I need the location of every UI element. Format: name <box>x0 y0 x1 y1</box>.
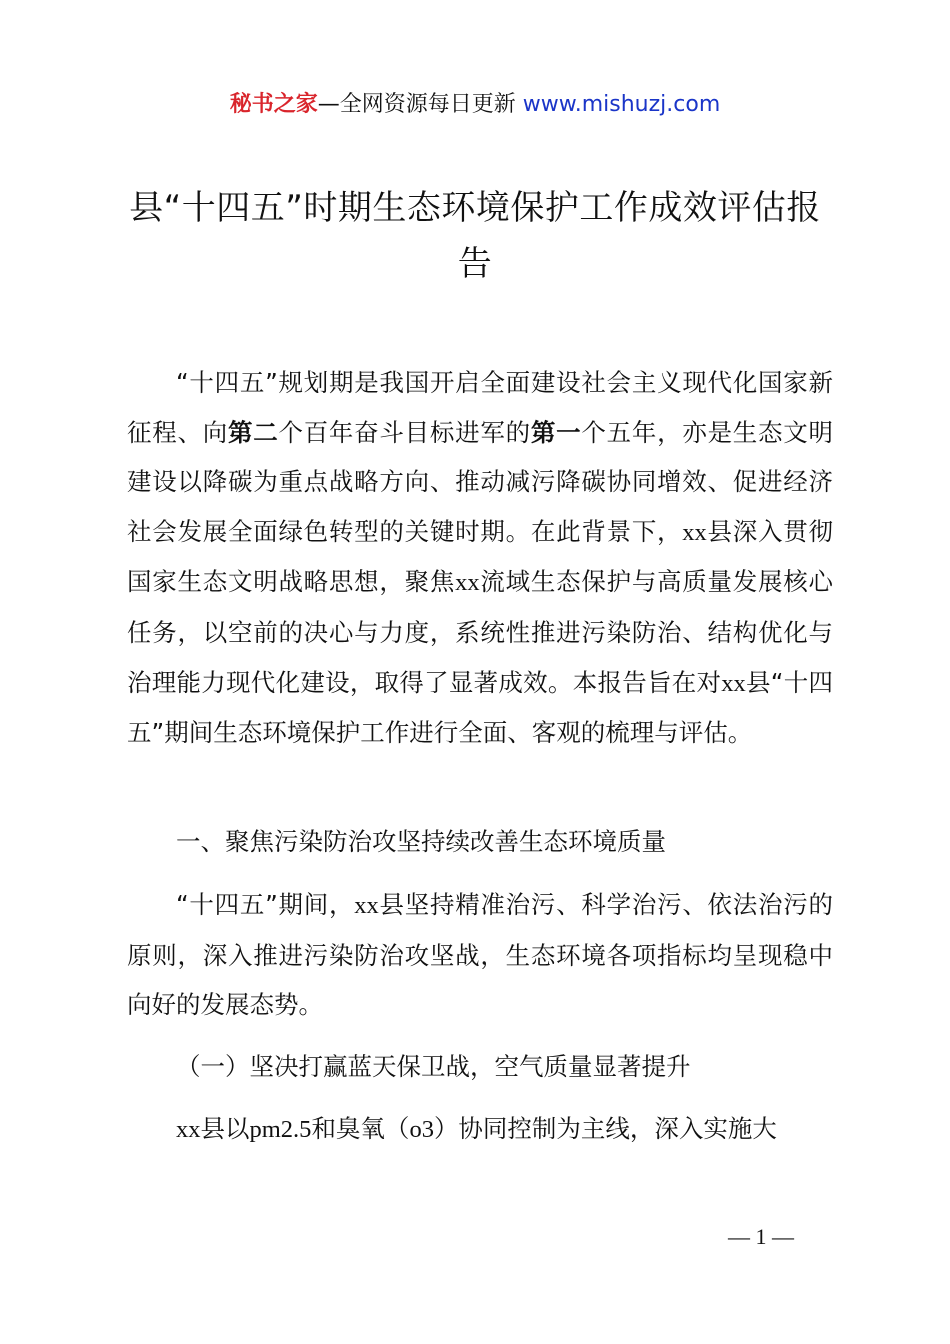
subsection-heading-1: （一）坚决打赢蓝天保卫战，空气质量显著提升 <box>176 1052 691 1081</box>
brand-tagline: —全网资源每日更新 <box>317 92 523 117</box>
emphasis-first: 第一 <box>530 417 582 447</box>
emphasis-second: 第二 <box>227 417 279 447</box>
section-heading-1: 一、聚焦污染防治攻坚持续改善生态环境质量 <box>176 827 666 856</box>
site-watermark-header <box>0 88 950 122</box>
site-url: www.mishuzj.com <box>522 92 721 117</box>
document-title: 县“十四五”时期生态环境保护工作成效评估报告 <box>129 188 821 284</box>
brand-name: 秘书之家 <box>229 92 318 117</box>
page-number: — 1 — <box>728 1224 794 1249</box>
section-1-paragraph: “十四五”期间，xx县坚持精准治污、科学治污、依法治污的原则，深入推进污染防治攻坚战，生态环境各项指标均呈现稳中向好的发展态势。 <box>127 890 833 1020</box>
intro-paragraph: “十四五”规划期是我国开启全面建设社会主义现代化国家新征程、向第二个百年奋斗目标进军的第一个五年，亦是生态文明建设以降碳为重点战略方向、推动减污降碳协同增效、促进经济社会发展全面绿色转型的关键时期。在此背景下，xx县深入贯彻国家生态文明战略思想，聚焦xx流域生态保护与高质量发展核心任务，以空前的决心与力度，系统性推进污染防治、结构优化与治理能力现代化建设，取得了显著成效。本报告旨在对xx县“十四五”期间生态环境保护工作进行全面、客观的梳理与评估。 <box>127 368 834 748</box>
subsection-1-paragraph: xx县以pm2.5和臭氧（o3）协同控制为主线，深入实施大 <box>176 1114 777 1143</box>
